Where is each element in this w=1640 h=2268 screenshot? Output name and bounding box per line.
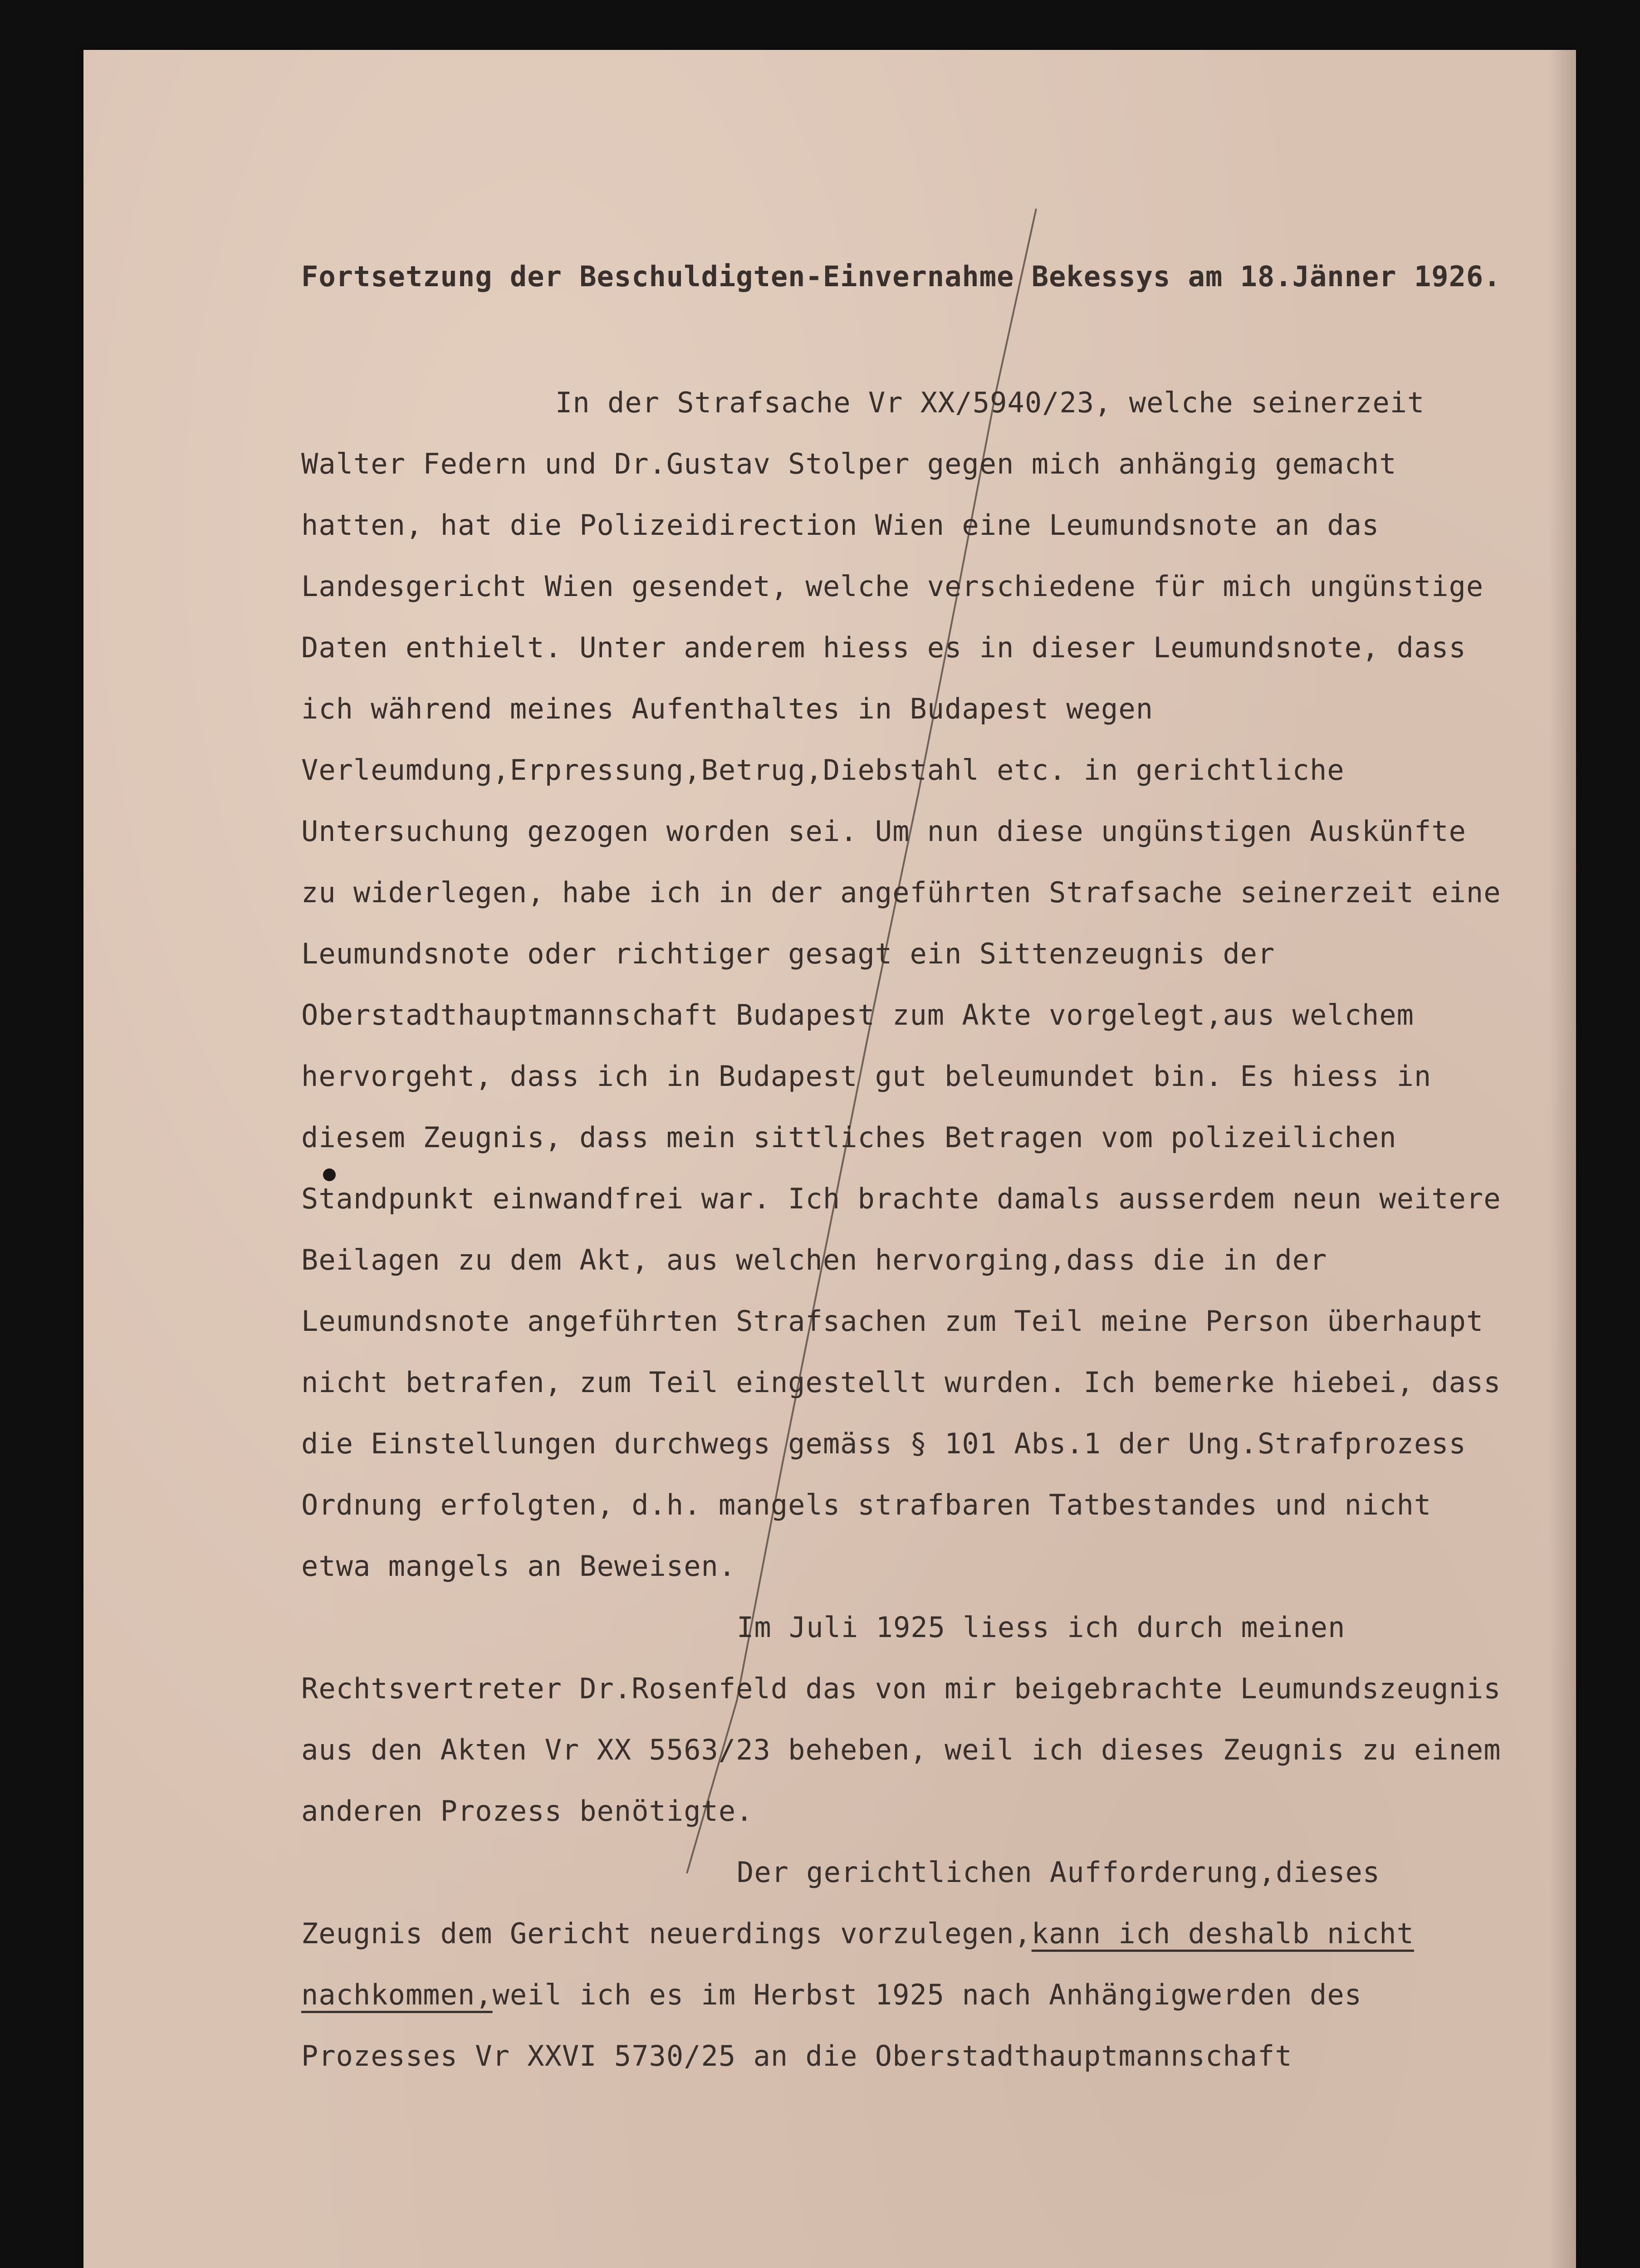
paragraph-2	[301, 1597, 1517, 1842]
document-body	[301, 249, 1517, 2087]
document-heading: Fortsetzung der Beschuldigten-Einvernahme Bekessys am 18.Jänner 1926.	[301, 260, 1501, 293]
page-edge-shadow	[1549, 50, 1576, 2268]
paragraph-3-underlined: kann ich deshalb nicht nachkommen,	[301, 1917, 1414, 2011]
document-page	[83, 50, 1576, 2268]
paragraph-2-text: Im Juli 1925 liess ich durch meinen Rechtsvertreter Dr.Rosenfeld das von mir beigebrachte Leumundszeugnis aus den Akten Vr XX 5563/23 beheben, weil ich dieses Zeugnis zu einem anderen Prozess benötigte.	[301, 1611, 1501, 1828]
paragraph-1-text: In der Strafsache Vr XX/5940/23, welche seinerzeit Walter Federn und Dr.Gustav Stolper gegen mich anhängig gemacht hatten, hat die Polizeidirection Wien eine Leumundsnote an das Landesgericht Wien gesendet, welche verschiedene für mich ungünstige Daten enthielt. Unter anderem hiess es in dieser Leumundsnote, dass ich während meines Aufenthaltes in Budapest wegen Verleumdung,Erpressung,Betrug,Diebstahl etc. in gerichtliche Untersuchung gezogen worden sei. Um nun diese ungünstigen Auskünfte zu widerlegen, habe ich in der angeführten Strafsache seinerzeit eine Leumundsnote oder richtiger gesagt ein Sittenzeugnis der Oberstadthauptmannschaft Budapest zum Akte vorgelegt,aus welchem hervorgeht, dass ich in Budapest gut beleumundet bin. Es hiess in diesem Zeugnis, dass mein sittliches Betragen vom polizeilichen Standpunkt einwandfrei war. Ich brachte damals ausserdem neun weitere Beilagen zu dem Akt, aus welchen hervorging,dass die in der Leumundsnote angeführten Strafsachen zum Teil meine Person überhaupt nicht betrafen, zum Teil eingestellt wurden. Ich bemerke hiebei, dass die Einstellungen durchwegs gemäss § 101 Abs.1 der Ung.Strafprozess Ordnung erfolgten, d.h. mangels strafbaren Tatbestandes und nicht etwa mangels an Beweisen.	[301, 386, 1501, 1583]
paragraph-3	[301, 1842, 1517, 2087]
paragraph-3-text-before: Der gerichtlichen Aufforderung,dieses Zeugnis dem Gericht neuerdings vorzulegen,	[301, 1856, 1381, 1950]
paragraph-3-text-after: weil ich es im Herbst 1925 nach Anhängigwerden des Prozesses Vr XXVI 5730/25 an die Oberstadthauptmannschaft	[301, 1978, 1362, 2072]
paragraph-1	[301, 372, 1517, 1597]
